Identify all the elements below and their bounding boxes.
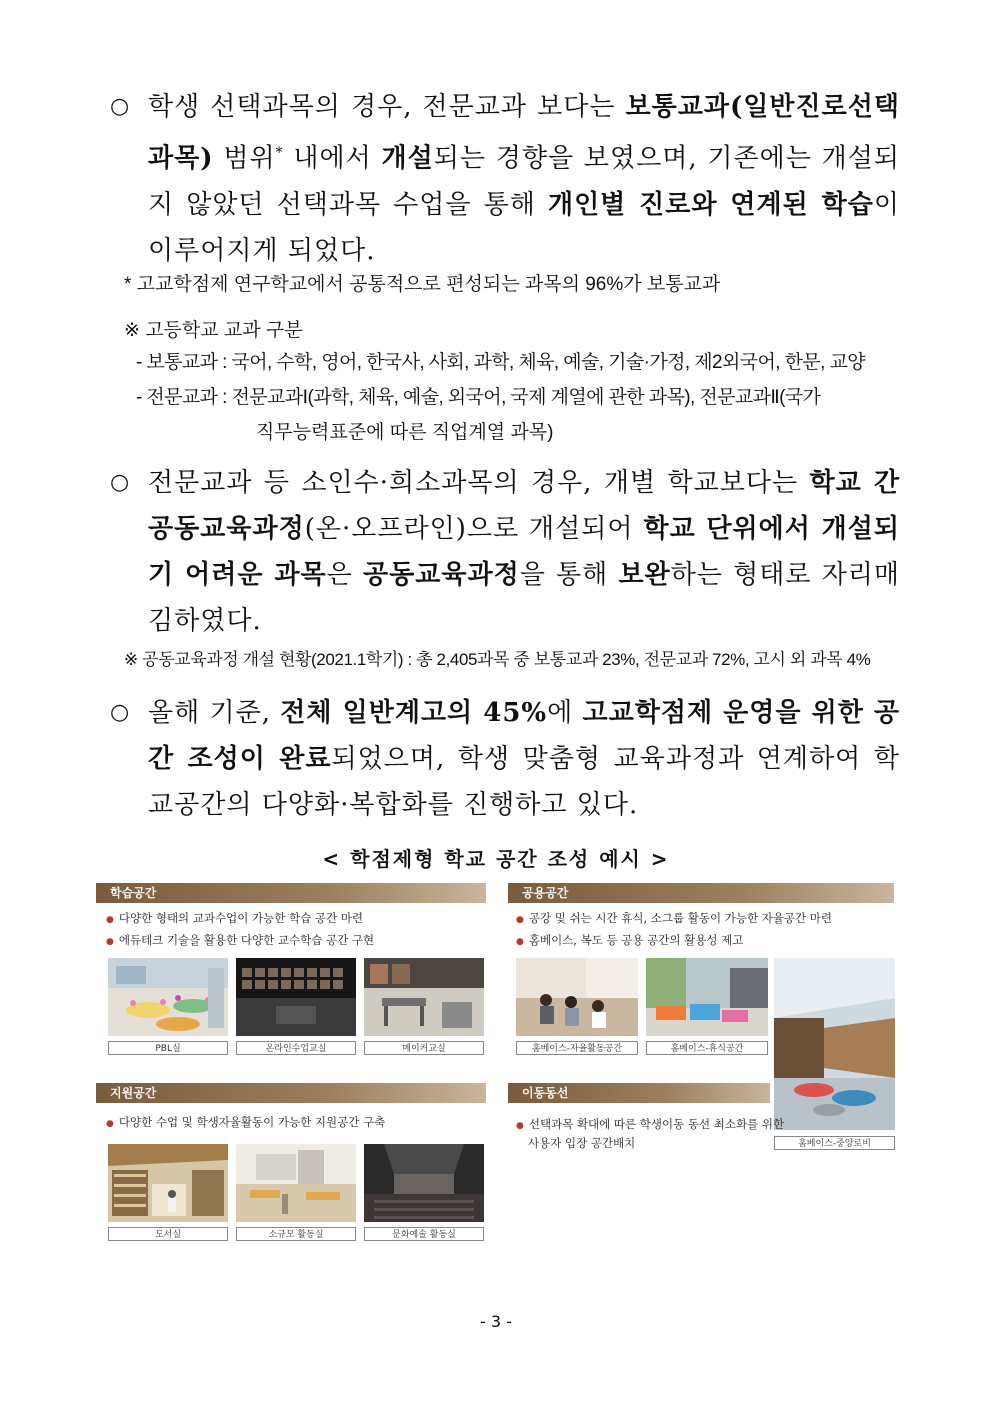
section-head-common: 공용공간 bbox=[508, 883, 894, 903]
learning-item: ● 에듀테크 기술을 활용한 다양한 교수학습 공간 구현 bbox=[106, 930, 374, 952]
body-text: (온·오프라인)으로 개설되어 bbox=[304, 514, 644, 544]
movement-item: ● 선택과목 확대에 따른 학생이동 동선 최소화를 위한 bbox=[516, 1116, 784, 1135]
bullet-circle: ○ bbox=[110, 700, 130, 725]
support-list bbox=[106, 1112, 385, 1134]
label-culture-arts-room: 문화예술 활동실 bbox=[364, 1227, 484, 1241]
bullet-circle: ○ bbox=[110, 470, 130, 495]
photo-online-classroom bbox=[236, 958, 356, 1036]
body-text: 올해 기준, bbox=[148, 698, 281, 728]
body-text: 되는 경향을 보였으며, 기존에는 개설되지 않았던 선택과목 수업을 통해 bbox=[148, 143, 900, 220]
body-text: 은 bbox=[326, 560, 363, 590]
label-library: 도서실 bbox=[108, 1227, 228, 1241]
body-text: * bbox=[275, 145, 284, 161]
label-pbl-room: PBL실 bbox=[108, 1041, 228, 1055]
emphasized-text: 학교 간 공동교육과정 bbox=[148, 468, 901, 544]
body-text: 전문교과 등 소인수·희소과목의 경우, 개별 학교보다는 bbox=[148, 468, 810, 498]
photo-homebase-activity bbox=[516, 958, 638, 1036]
photo-homebase-lobby bbox=[774, 958, 895, 1130]
body-text: 내에서 bbox=[283, 143, 382, 174]
emphasized-text: 개인별 진로와 연계된 학습 bbox=[547, 189, 874, 220]
emphasized-text: 학교 단위에서 개설되기 어려운 과목 bbox=[148, 514, 900, 590]
footnote-star: * 고교학점제 연구학교에서 공통적으로 편성되는 과목의 96%가 보통교과 bbox=[124, 274, 721, 295]
body-text: 을 통해 bbox=[519, 560, 619, 590]
section-head-movement: 이동동선 bbox=[508, 1083, 770, 1103]
common-item: ● 홈베이스, 복도 등 공용 공간의 활용성 제고 bbox=[516, 930, 832, 952]
label-homebase-lobby: 홈베이스-중앙로비 bbox=[774, 1136, 895, 1150]
paragraph-1-text bbox=[148, 84, 900, 274]
classification-line-general: - 보통교과 : 국어, 수학, 영어, 한국사, 사회, 과학, 체육, 예술, 기술·가정, 제2외국어, 한문, 교양 bbox=[136, 352, 865, 373]
movement-list bbox=[516, 1116, 784, 1152]
paragraph-1 bbox=[110, 84, 900, 274]
paragraph-2 bbox=[110, 460, 900, 644]
emphasized-text: 고교학점제 운영을 위한 공간 조성이 완료 bbox=[148, 698, 900, 774]
classification-line-special-cont: 직무능력표준에 따른 직업계열 과목) bbox=[256, 422, 554, 443]
support-item: ● 다양한 수업 및 학생자율활동이 가능한 지원공간 구축 bbox=[106, 1112, 385, 1134]
photo-small-activity-room bbox=[236, 1144, 356, 1222]
photo-library bbox=[108, 1144, 228, 1222]
learning-list bbox=[106, 908, 374, 952]
label-homebase-activity: 홈베이스-자율활동공간 bbox=[516, 1041, 638, 1055]
body-text: 하는 형태로 자리매김하였다. bbox=[148, 560, 900, 636]
paragraph-2-text bbox=[148, 460, 900, 644]
emphasized-text: 전체 일반계고의 45% bbox=[280, 698, 548, 728]
emphasized-text: 개설 bbox=[381, 143, 434, 174]
label-small-activity-room: 소규모 활동실 bbox=[236, 1227, 356, 1241]
body-text: 되었으며, 학생 맞춤형 교육과정과 연계하여 학교공간의 다양화·복합화를 진행하고 있다. bbox=[148, 744, 900, 820]
classification-line-special: - 전문교과 : 전문교과Ⅰ(과학, 체육, 예술, 외국어, 국제 계열에 관한 과목), 전문교과Ⅱ(국가 bbox=[136, 387, 821, 408]
emphasized-text: 공동교육과정 bbox=[362, 560, 520, 590]
label-homebase-rest: 홈베이스-휴식공간 bbox=[646, 1041, 768, 1055]
common-item: ● 공강 및 쉬는 시간 휴식, 소그룹 활동이 가능한 자율공간 마련 bbox=[516, 908, 832, 930]
body-text: 이 이루어지게 되었다. bbox=[148, 189, 900, 266]
body-text: 에 bbox=[547, 698, 583, 728]
photo-pbl-room bbox=[108, 958, 228, 1036]
emphasized-text: 보완 bbox=[618, 560, 671, 590]
body-text: 학생 선택과목의 경우, 전문교과 보다는 bbox=[148, 92, 626, 122]
label-online-classroom: 온라인수업교실 bbox=[236, 1041, 356, 1055]
joint-curriculum-note: ※ 공동교육과정 개설 현황(2021.1학기) : 총 2,405과목 중 보통교과 23%, 전문교과 72%, 고시 외 과목 4% bbox=[124, 650, 871, 669]
classification-title: ※ 고등학교 교과 구분 bbox=[124, 320, 303, 341]
body-text: 범위 bbox=[213, 143, 276, 174]
page-number: - 3 - bbox=[480, 1312, 512, 1331]
photo-culture-arts-room bbox=[364, 1144, 484, 1222]
label-maker-room: 메이커교실 bbox=[364, 1041, 484, 1055]
emphasized-text: 보통교과(일반진로선택과목) bbox=[148, 92, 900, 174]
photo-maker-room bbox=[364, 958, 484, 1036]
photo-homebase-rest bbox=[646, 958, 768, 1036]
paragraph-3-text bbox=[148, 690, 900, 828]
paragraph-3 bbox=[110, 690, 900, 828]
common-list bbox=[516, 908, 832, 952]
section-head-learning: 학습공간 bbox=[96, 883, 486, 903]
bullet-circle: ○ bbox=[110, 94, 130, 119]
figure-title: < 학점제형 학교 공간 조성 예시 > bbox=[322, 847, 670, 871]
movement-item-cont: 사용자 입장 공간배치 bbox=[528, 1136, 636, 1150]
learning-item: ● 다양한 형태의 교과수업이 가능한 학습 공간 마련 bbox=[106, 908, 374, 930]
section-head-support: 지원공간 bbox=[96, 1083, 486, 1103]
